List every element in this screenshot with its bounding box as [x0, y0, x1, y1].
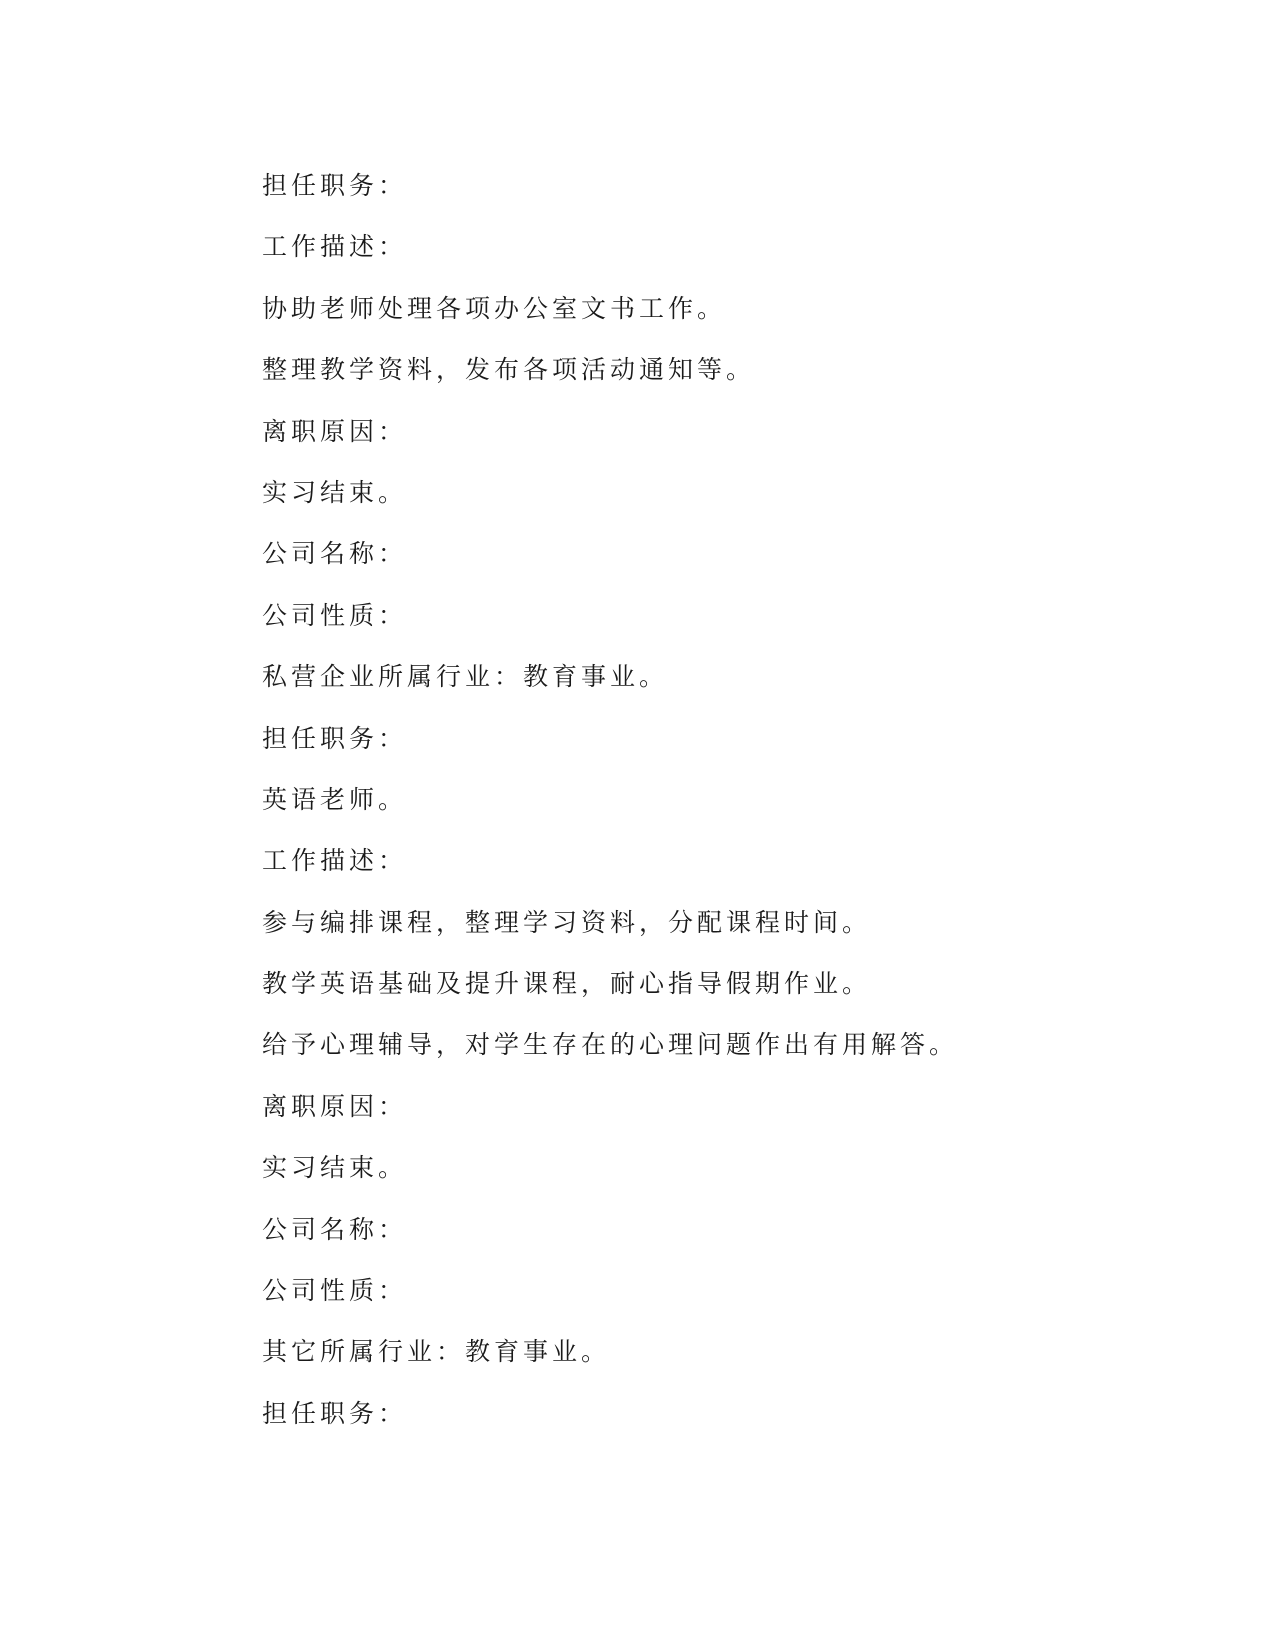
field-label-leaving-reason: 离职原因： — [262, 1091, 408, 1121]
field-label-company-type: 公司性质： — [262, 600, 408, 630]
paragraph-line: 整理教学资料，发布各项活动通知等。 — [262, 355, 756, 385]
paragraph-line: 其它所属行业：教育事业。 — [262, 1337, 611, 1367]
paragraph-line: 实习结束。 — [262, 477, 408, 507]
paragraph-line: 实习结束。 — [262, 1153, 408, 1183]
field-label-company-name: 公司名称： — [262, 1214, 408, 1244]
paragraph-line: 英语老师。 — [262, 784, 408, 814]
paragraph-line: 协助老师处理各项办公室文书工作。 — [262, 293, 727, 323]
field-label-leaving-reason: 离职原因： — [262, 416, 408, 446]
field-label-job-description: 工作描述： — [262, 232, 408, 262]
document-body — [262, 166, 1162, 1455]
field-label-position: 担任职务： — [262, 171, 408, 200]
paragraph-line: 参与编排课程，整理学习资料，分配课程时间。 — [262, 907, 872, 937]
paragraph-line: 教学英语基础及提升课程，耐心指导假期作业。 — [262, 969, 872, 999]
field-label-company-type: 公司性质： — [262, 1276, 408, 1306]
field-label-position: 担任职务： — [262, 1398, 408, 1428]
field-label-company-name: 公司名称： — [262, 539, 408, 569]
field-label-job-description: 工作描述： — [262, 846, 408, 876]
field-label-position: 担任职务： — [262, 723, 408, 753]
paragraph-line: 给予心理辅导，对学生存在的心理问题作出有用解答。 — [262, 1030, 959, 1060]
paragraph-line: 私营企业所属行业：教育事业。 — [262, 662, 669, 692]
